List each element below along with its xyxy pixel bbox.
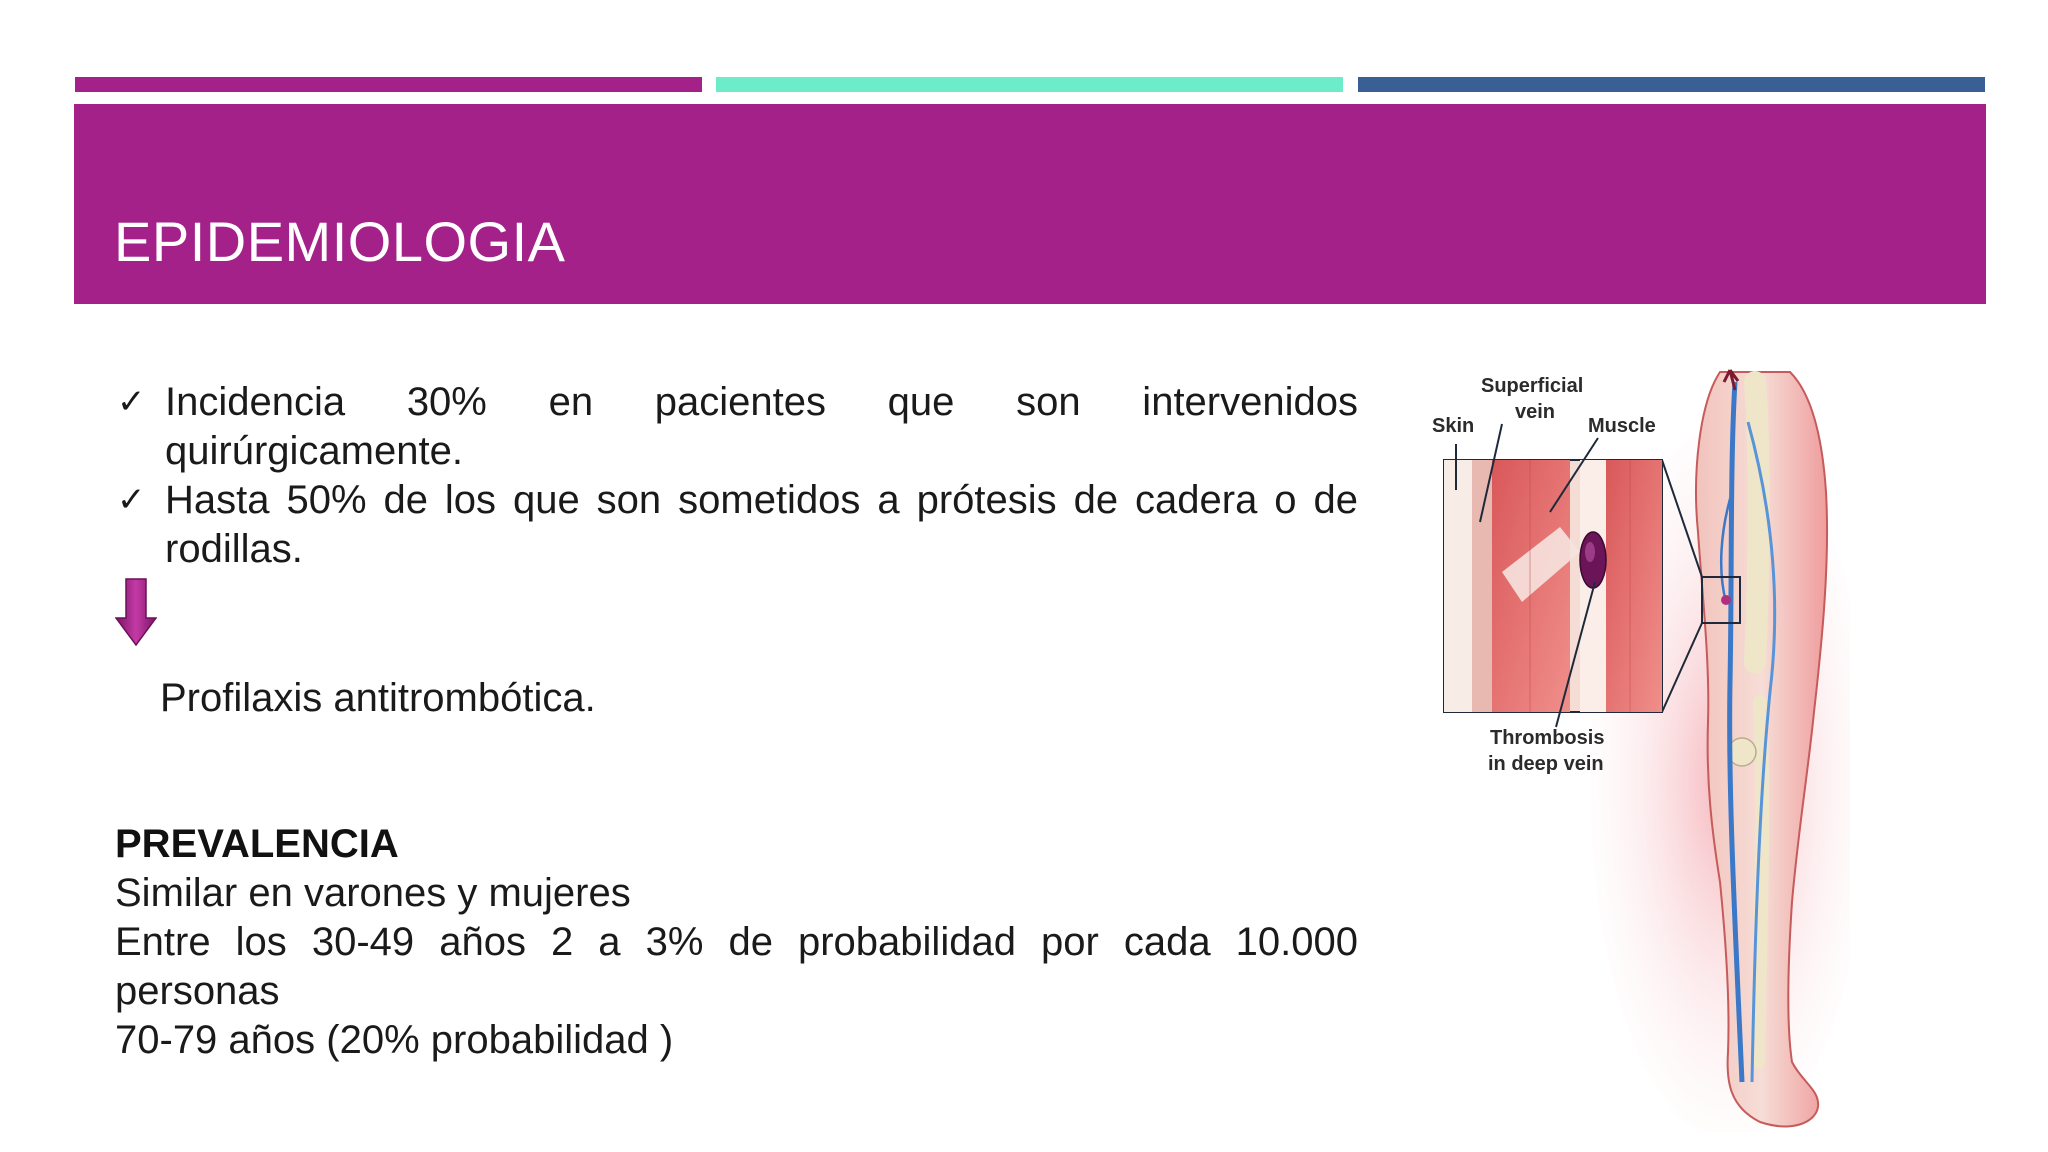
bullet-item [115,476,1358,574]
accent-bar-mint [716,77,1343,92]
accent-bar-magenta [75,77,702,92]
dvt-leg-illustration [1430,362,1850,1132]
label-superficial: Superficial [1481,375,1584,397]
bullet-text: Incidencia 30% en pacientes que son intervenidos quirúrgicamente. [165,380,1358,473]
prophylaxis-text: Profilaxis antitrombótica. [160,676,596,720]
down-arrow-icon [115,578,157,646]
prevalence-title: PREVALENCIA [115,822,399,866]
accent-bar-blue [1358,77,1985,92]
label-muscle: Muscle [1588,415,1656,437]
inset-cross-section [1444,460,1662,712]
femur-bone [1755,382,1759,662]
check-icon: ✓ [117,382,146,422]
prevalence-line: Similar en varones y mujeres [115,871,631,915]
prevalence-line: Entre los 30-49 años 2 a 3% de probabilidad por cada 10.000 personas [115,920,1358,1013]
label-skin: Skin [1432,415,1475,437]
bullet-list [115,378,1358,574]
title-band [74,104,1986,304]
label-thrombosis: Thrombosis [1490,727,1605,749]
prevalence-section [115,820,1358,1065]
clot-marker [1721,595,1731,605]
bullet-item [115,378,1358,476]
slide-title: EPIDEMIOLOGIA [114,210,566,273]
check-icon: ✓ [117,480,146,520]
prevalence-line: 70-79 años (20% probabilidad ) [115,1018,674,1062]
label-vein: vein [1515,401,1556,423]
slide-content [115,378,1358,1062]
bullet-text: Hasta 50% de los que son sometidos a prótesis de cadera o de rodillas. [165,478,1358,571]
label-deep-vein: in deep vein [1488,753,1604,775]
